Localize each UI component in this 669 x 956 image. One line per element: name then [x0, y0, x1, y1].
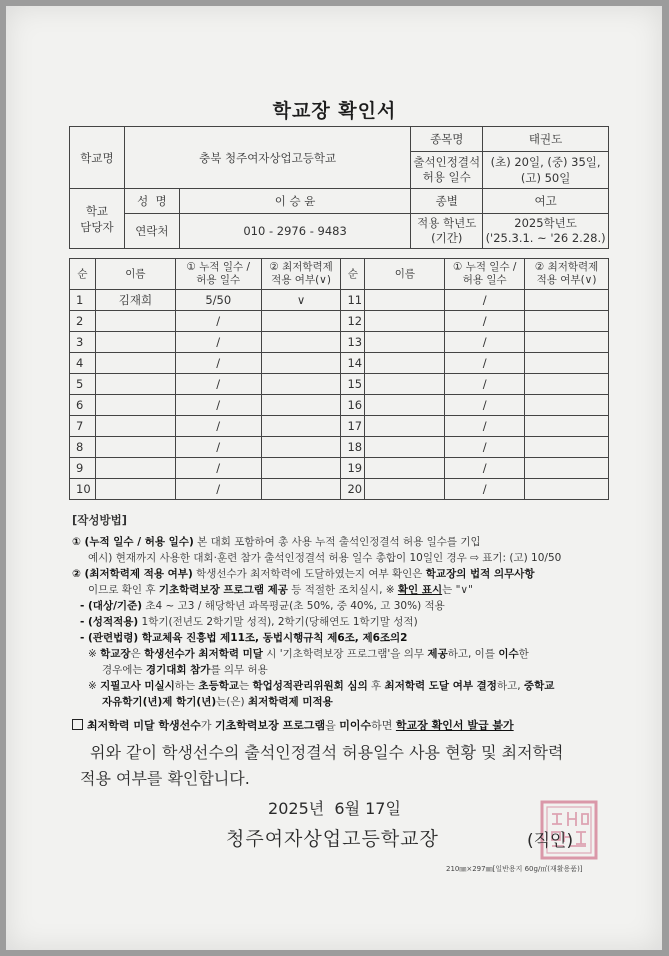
manager-label: 학교 담당자	[70, 189, 125, 249]
instruction-line: ※ 지필고사 미실시하는 초등학교는 학업성적관리위원회 심의 후 최저학력 도달 여부 결정하고, 중학교	[88, 680, 555, 692]
instruction-line: ① (누적 일수 / 허용 일수) 본 대회 포함하여 총 사용 누적 출석인정결석 허용 일수를 기입	[72, 536, 481, 548]
roster-cell-no: 7	[70, 416, 96, 437]
roster-cell-days: /	[445, 395, 525, 416]
roster-cell-days: /	[445, 332, 525, 353]
header-days: ① 누적 일수 / 허용 일수	[445, 259, 525, 290]
instruction-line: 자유학기(년)제 학기(년)는(은) 최저학력제 미적용	[102, 696, 333, 708]
roster-cell-min	[261, 458, 341, 479]
roster-cell-no: 1	[70, 290, 96, 311]
roster-cell-name	[95, 374, 175, 395]
period-label: 적용 학년도 (기간)	[411, 214, 483, 249]
header-days: ① 누적 일수 / 허용 일수	[175, 259, 261, 290]
table-row	[70, 332, 609, 353]
roster-cell-min	[261, 353, 341, 374]
school-principal-signature: 청주여자상업고등학교장	[226, 828, 439, 850]
name-label: 성 명	[124, 189, 179, 214]
header-no: 순	[341, 259, 365, 290]
instructions-heading: [작성방법]	[72, 513, 127, 527]
instruction-line: - (성적적용) 1학기(전년도 2학기말 성적), 2학기(당해연도 1학기말 성적)	[80, 616, 418, 628]
roster-cell-days: /	[175, 416, 261, 437]
roster-cell-no: 13	[341, 332, 365, 353]
roster-cell-no: 4	[70, 353, 96, 374]
table-row	[70, 416, 609, 437]
roster-cell-days: 5/50	[175, 290, 261, 311]
roster-cell-min	[525, 479, 609, 500]
roster-cell-min	[261, 416, 341, 437]
roster-cell-name	[365, 395, 445, 416]
roster-cell-name	[365, 311, 445, 332]
sport-label: 종목명	[411, 127, 483, 152]
roster-cell-min	[525, 416, 609, 437]
type-value: 여고	[483, 189, 609, 214]
header-no: 순	[70, 259, 96, 290]
roster-cell-name	[95, 437, 175, 458]
roster-cell-days: /	[175, 374, 261, 395]
table-row	[70, 479, 609, 500]
roster-cell-min	[261, 437, 341, 458]
roster-cell-days: /	[175, 311, 261, 332]
document-title: 학교장 확인서	[272, 100, 397, 122]
roster-cell-no: 3	[70, 332, 96, 353]
sport-value: 태권도	[483, 127, 609, 152]
roster-cell-min	[525, 353, 609, 374]
instruction-line: - (대상/기준) 초4 ~ 고3 / 해당학년 과목평균(초 50%, 중 40%, 고 30%) 적용	[80, 600, 445, 612]
roster-cell-days: /	[175, 395, 261, 416]
roster-cell-no: 16	[341, 395, 365, 416]
school-label: 학교명	[70, 127, 125, 189]
roster-cell-days: /	[445, 416, 525, 437]
roster-cell-days: /	[445, 290, 525, 311]
roster-cell-no: 6	[70, 395, 96, 416]
allow-days-value: (초) 20일, (중) 35일, (고) 50일	[483, 152, 609, 189]
roster-cell-name	[365, 332, 445, 353]
roster-cell-name	[95, 416, 175, 437]
header-name: 이름	[95, 259, 175, 290]
roster-cell-no: 17	[341, 416, 365, 437]
seal-label: (직인)	[527, 831, 574, 851]
roster-cell-name	[365, 479, 445, 500]
roster-cell-min	[525, 332, 609, 353]
school-value: 충북 청주여자상업고등학교	[124, 127, 410, 189]
roster-cell-days: /	[175, 332, 261, 353]
roster-cell-no: 15	[341, 374, 365, 395]
roster-cell-no: 11	[341, 290, 365, 311]
instruction-line: ② (최저학력제 적용 여부) 학생선수가 최저학력에 도달하였는지 여부 확인은 학교장의 법적 의무사항	[72, 568, 535, 580]
roster-cell-no: 9	[70, 458, 96, 479]
header-min: ② 최저학력제 적용 여부(∨)	[525, 259, 609, 290]
roster-cell-no: 10	[70, 479, 96, 500]
roster-cell-days: /	[445, 374, 525, 395]
roster-cell-days: /	[175, 479, 261, 500]
allow-days-label: 출석인정결석 허용 일수	[411, 152, 483, 189]
roster-cell-name	[95, 479, 175, 500]
roster-cell-min	[525, 311, 609, 332]
header-min: ② 최저학력제 적용 여부(∨)	[261, 259, 341, 290]
roster-cell-days: /	[175, 353, 261, 374]
contact-label: 연락처	[124, 214, 179, 249]
roster-cell-days: /	[445, 479, 525, 500]
table-row	[70, 458, 609, 479]
roster-cell-min: ∨	[261, 290, 341, 311]
roster-cell-no: 14	[341, 353, 365, 374]
period-value: 2025학년도 ('25.3.1. ~ '26 2.28.)	[483, 214, 609, 249]
roster-cell-min	[261, 332, 341, 353]
roster-cell-min	[525, 395, 609, 416]
roster-cell-days: /	[445, 458, 525, 479]
roster-cell-days: /	[445, 311, 525, 332]
instruction-line: ※ 학교장은 학생선수가 최저학력 미달 시 '기초학력보장 프로그램'을 의무 제공하고, 이를 이수한	[88, 648, 529, 660]
roster-cell-name	[365, 437, 445, 458]
table-row	[70, 311, 609, 332]
instruction-warning: 최저학력 미달 학생선수가 기초학력보장 프로그램을 미이수하면 학교장 확인서 발급 불가	[72, 718, 612, 734]
roster-cell-name	[95, 332, 175, 353]
table-row	[70, 374, 609, 395]
writing-instructions	[72, 512, 612, 734]
roster-cell-days: /	[445, 353, 525, 374]
roster-cell-days: /	[175, 458, 261, 479]
roster-cell-name	[95, 395, 175, 416]
roster-cell-min	[261, 395, 341, 416]
type-label: 종별	[411, 189, 483, 214]
instruction-line: 예시) 현재까지 사용한 대회·훈련 참가 출석인정결석 허용 일수 총합이 10일인 경우 ⇨ 표기: (고) 10/50	[88, 552, 562, 564]
roster-cell-no: 8	[70, 437, 96, 458]
roster-cell-no: 5	[70, 374, 96, 395]
roster-cell-min	[261, 311, 341, 332]
roster-cell-name	[95, 353, 175, 374]
roster-cell-name	[365, 374, 445, 395]
roster-cell-days: /	[445, 437, 525, 458]
roster-cell-no: 2	[70, 311, 96, 332]
instruction-line: 경우에는 경기대회 참가를 의무 허용	[102, 664, 268, 676]
roster-cell-name	[95, 458, 175, 479]
roster-cell-min	[525, 458, 609, 479]
confirmation-statement: 위와 같이 학생선수의 출석인정결석 허용일수 사용 현황 및 최저학력 적용 여부를 확인합니다.	[80, 743, 564, 788]
roster-cell-min	[261, 374, 341, 395]
roster-cell-name: 김재희	[95, 290, 175, 311]
table-row	[70, 395, 609, 416]
roster-cell-min	[525, 437, 609, 458]
roster-cell-min	[525, 374, 609, 395]
roster-cell-min	[261, 479, 341, 500]
info-table	[69, 126, 609, 249]
table-row	[70, 353, 609, 374]
paper-spec-footer: 210㎜×297㎜[일반용지 60g/㎡(재활용품)]	[446, 865, 583, 873]
roster-cell-name	[365, 290, 445, 311]
issue-date: 2025년 6월 17일	[268, 799, 401, 818]
roster-cell-days: /	[175, 437, 261, 458]
roster-cell-name	[365, 353, 445, 374]
name-value: 이 승 윤	[179, 189, 410, 214]
roster-cell-no: 18	[341, 437, 365, 458]
header-name: 이름	[365, 259, 445, 290]
instruction-line: - (관련법령) 학교체육 진흥법 제11조, 동법시행규칙 제6조, 제6조의2	[80, 632, 408, 644]
roster-cell-name	[365, 416, 445, 437]
instruction-line: 이므로 확인 후 기초학력보장 프로그램 제공 등 적절한 조치실시, ※ 확인 표시는 "∨"	[88, 584, 473, 596]
roster-cell-no: 19	[341, 458, 365, 479]
student-roster-table	[69, 258, 609, 500]
roster-cell-name	[95, 311, 175, 332]
roster-cell-no: 12	[341, 311, 365, 332]
contact-value: 010 - 2976 - 9483	[179, 214, 410, 249]
table-row	[70, 437, 609, 458]
roster-cell-name	[365, 458, 445, 479]
roster-cell-no: 20	[341, 479, 365, 500]
roster-cell-min	[525, 290, 609, 311]
table-row	[70, 290, 609, 311]
checkbox-square-icon	[72, 719, 83, 730]
